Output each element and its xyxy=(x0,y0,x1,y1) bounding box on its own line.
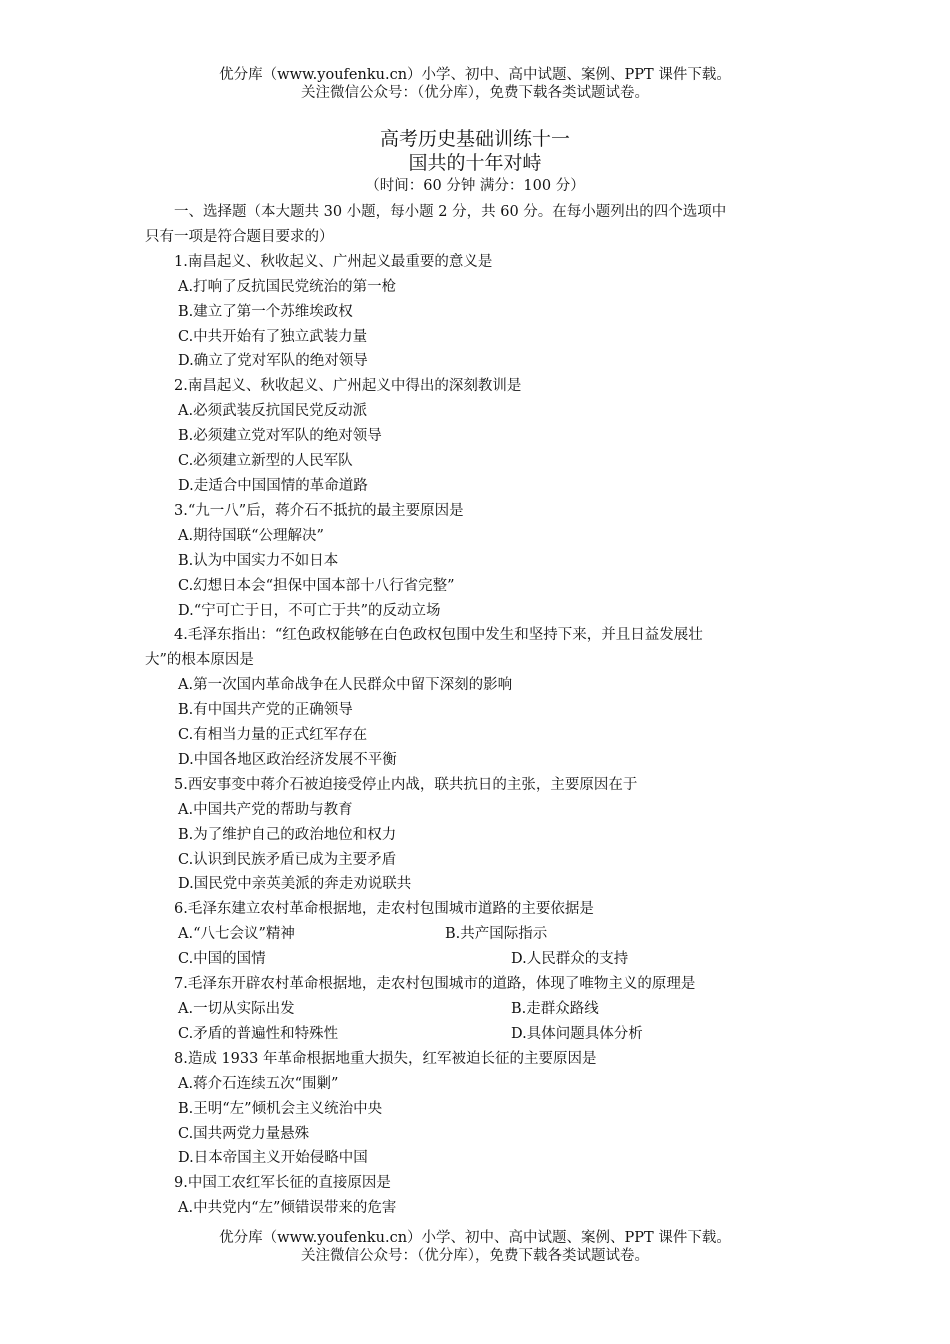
option-c: C.认识到民族矛盾已成为主要矛盾 xyxy=(178,851,397,868)
option-c: C.必须建立新型的人民军队 xyxy=(178,453,353,470)
question-1 xyxy=(145,250,811,375)
page-footer xyxy=(0,1229,950,1265)
option-d: D.日本帝国主义开始侵略中国 xyxy=(178,1150,368,1167)
option-a: A.打响了反抗国民党统治的第一枪 xyxy=(178,278,397,295)
option-d: D.具体问题具体分析 xyxy=(511,1025,643,1042)
option-row xyxy=(145,997,811,1022)
option-b: B.共产国际指示 xyxy=(445,926,548,943)
option-c: C.有相当力量的正式红军存在 xyxy=(178,727,368,744)
option-c: C.矛盾的普遍性和特殊性 xyxy=(178,1025,339,1042)
option-a: A.蒋介石连续五次“围剿” xyxy=(178,1075,339,1092)
option-b: B.有中国共产党的正确领导 xyxy=(178,702,353,719)
question-stem: 2.南昌起义、秋收起义、广州起义中得出的深刻教训是 xyxy=(174,378,522,395)
question-4 xyxy=(145,623,811,772)
option-c: C.中国的国情 xyxy=(178,951,266,968)
document-title: 高考历史基础训练十一 xyxy=(379,128,570,150)
question-stem: 7.毛泽东开辟农村革命根据地，走农村包围城市的道路，体现了唯物主义的原理是 xyxy=(174,976,696,993)
option-d: D.人民群众的支持 xyxy=(511,951,629,968)
footer-line-1: 优分库（www.youfenku.cn）小学、初中、高中试题、案例、PPT 课件下载。 xyxy=(219,1230,731,1246)
option-d: D.确立了党对军队的绝对领导 xyxy=(178,353,368,370)
option-d: D.中国各地区政治经济发展不平衡 xyxy=(178,751,397,768)
question-6 xyxy=(145,897,811,972)
option-b: B.走群众路线 xyxy=(511,1001,599,1017)
option-a: A.中共党内“左”倾错误带来的危害 xyxy=(178,1200,397,1217)
option-b: B.为了维护自己的政治地位和权力 xyxy=(178,826,397,843)
exam-meta: （时间：60 分钟 满分：100 分） xyxy=(365,178,585,194)
document-body xyxy=(145,200,811,1221)
question-7 xyxy=(145,972,811,1047)
option-b: B.认为中国实力不如日本 xyxy=(178,552,339,569)
question-stem: 5.西安事变中蒋介石被迫接受停止内战，联共抗日的主张，主要原因在于 xyxy=(174,776,638,793)
option-c: C.幻想日本会“担保中国本部十八行省完整” xyxy=(178,577,455,594)
option-b: B.建立了第一个苏维埃政权 xyxy=(178,303,353,320)
option-a: A.“八七会议”精神 xyxy=(178,926,295,943)
option-b: B.必须建立党对军队的绝对领导 xyxy=(178,428,382,445)
question-5 xyxy=(145,773,811,898)
question-stem: 8.造成 1933 年革命根据地重大损失，红军被迫长征的主要原因是 xyxy=(174,1050,597,1067)
section-heading-cont: 只有一项是符合题目要求的） xyxy=(145,228,334,245)
option-d: D.国民党中亲英美派的奔走劝说联共 xyxy=(178,876,412,893)
option-d: D.“宁可亡于日，不可亡于共”的反动立场 xyxy=(178,602,441,619)
question-3 xyxy=(145,499,811,624)
option-a: A.一切从实际出发 xyxy=(178,1001,295,1017)
option-a: A.必须武装反抗国民党反动派 xyxy=(178,403,368,420)
option-c: C.国共两党力量悬殊 xyxy=(178,1125,310,1142)
question-stem: 6.毛泽东建立农村革命根据地，走农村包围城市道路的主要依据是 xyxy=(174,901,594,918)
option-row xyxy=(145,922,811,947)
question-stem: 4.毛泽东指出：“红色政权能够在白色政权包围中发生和坚持下来，并且日益发展壮 xyxy=(174,627,703,644)
option-c: C.中共开始有了独立武装力量 xyxy=(178,328,368,345)
question-9 xyxy=(145,1171,811,1221)
option-a: A.第一次国内革命战争在人民群众中留下深刻的影响 xyxy=(178,677,513,694)
document-subtitle: 国共的十年对峙 xyxy=(408,152,542,174)
question-2 xyxy=(145,374,811,499)
option-a: A.期待国联“公理解决” xyxy=(178,527,324,544)
question-stem: 1.南昌起义、秋收起义、广州起义最重要的意义是 xyxy=(174,253,493,270)
question-stem: 3.“九一八”后，蒋介石不抵抗的最主要原因是 xyxy=(174,502,464,519)
question-stem: 9.中国工农红军长征的直接原因是 xyxy=(174,1175,391,1192)
section-heading: 一、选择题（本大题共 30 小题，每小题 2 分，共 60 分。在每小题列出的四个选项中 xyxy=(174,204,727,220)
header-line-2: 关注微信公众号：（优分库），免费下载各类试题试卷。 xyxy=(301,85,649,101)
question-stem-cont: 大”的根本原因是 xyxy=(145,652,254,669)
header-line-1: 优分库（www.youfenku.cn）小学、初中、高中试题、案例、PPT 课件下载。 xyxy=(219,67,731,83)
footer-line-2: 关注微信公众号：（优分库），免费下载各类试题试卷。 xyxy=(301,1248,649,1264)
option-row xyxy=(145,947,811,972)
option-row xyxy=(145,1022,811,1047)
option-b: B.王明“左”倾机会主义统治中央 xyxy=(178,1100,383,1117)
option-d: D.走适合中国国情的革命道路 xyxy=(178,477,368,494)
option-a: A.中国共产党的帮助与教育 xyxy=(178,801,353,818)
page-header xyxy=(0,66,950,102)
question-8 xyxy=(145,1047,811,1172)
